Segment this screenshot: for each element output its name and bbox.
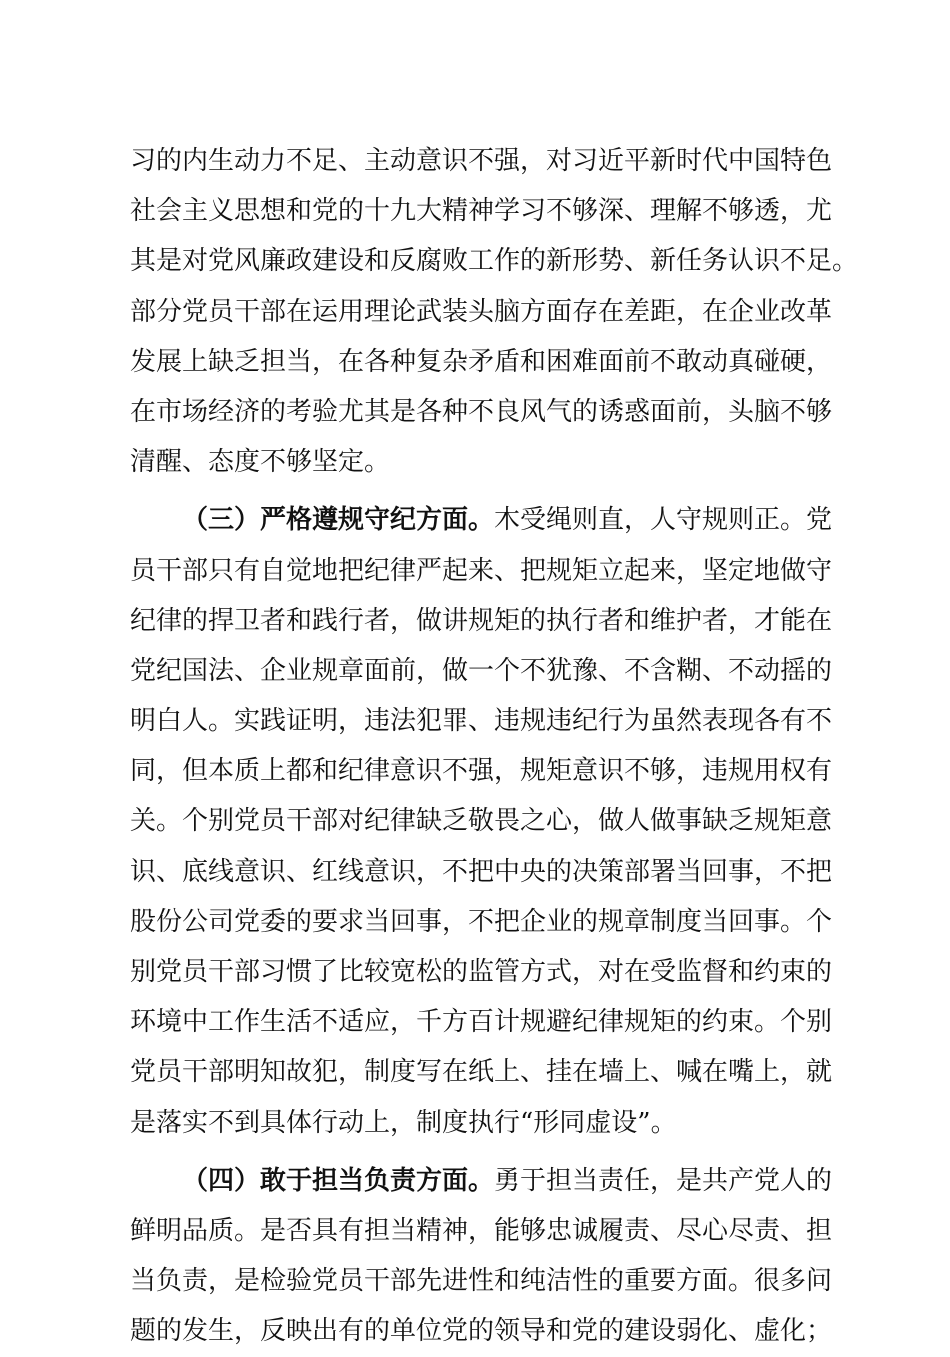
text-line: 同，但本质上都和纪律意识不强，规矩意识不够，违规用权有 xyxy=(130,756,833,787)
paragraph-1 xyxy=(130,136,859,487)
text-line: 明白人。实践证明，违法犯罪、违规违纪行为虽然表现各有不 xyxy=(130,706,833,737)
text-line xyxy=(130,495,833,545)
text-line: 员干部只有自觉地把纪律严起来、把规矩立起来，坚定地做守 xyxy=(130,555,833,586)
text-line: 其是对党风廉政建设和反腐败工作的新形势、新任务认识不足。 xyxy=(130,246,859,277)
text-line: 别党员干部习惯了比较宽松的监管方式，对在受监督和约束的 xyxy=(130,957,833,987)
paragraph-2 xyxy=(130,495,833,1147)
text-line: 发展上缺乏担当，在各种复杂矛盾和困难面前不敢动真碰硬， xyxy=(130,346,833,377)
text-line: 环境中工作生活不适应，千方百计规避纪律规矩的约束。个别 xyxy=(130,1007,833,1038)
text-line: 题的发生，反映出有的单位党的领导和党的建设弱化、虚化； xyxy=(130,1316,833,1347)
text-line xyxy=(130,1156,833,1206)
text-line: 党员干部明知故犯，制度写在纸上、挂在墙上、喊在嘴上，就 xyxy=(130,1057,833,1088)
body-text xyxy=(130,136,859,1357)
text-line: 社会主义思想和党的十九大精神学习不够深、理解不够透，尤 xyxy=(130,196,833,227)
text-run: 勇于担当责任，是共产党人的 xyxy=(494,1165,833,1196)
text-line: 鲜明品质。是否具有担当精神，能够忠诚履责、尽心尽责、担 xyxy=(130,1215,833,1246)
text-line: 部分党员干部在运用理论武装头脑方面存在差距，在企业改革 xyxy=(130,296,833,327)
text-line: 纪律的捍卫者和践行者，做讲规矩的执行者和维护者，才能在 xyxy=(130,605,833,636)
text-run: 木受绳则直，人守规则正。党 xyxy=(494,505,833,536)
text-line: 当负责，是检验党员干部先进性和纯洁性的重要方面。很多问 xyxy=(130,1266,833,1297)
paragraph-3 xyxy=(130,1156,833,1357)
text-line: 党纪国法、企业规章面前，做一个不犹豫、不含糊、不动摇的 xyxy=(130,655,833,686)
text-line: 是落实不到具体行动上，制度执行“形同虚设”。 xyxy=(130,1107,677,1138)
section-heading: （四）敢于担当负责方面。 xyxy=(182,1165,495,1196)
text-line: 识、底线意识、红线意识，不把中央的决策部署当回事，不把 xyxy=(130,856,833,887)
text-line: 清醒、态度不够坚定。 xyxy=(130,447,391,478)
text-line: 习的内生动力不足、主动意识不强，对习近平新时代中国特色 xyxy=(130,146,833,176)
text-line: 在市场经济的考验尤其是各种不良风气的诱惑面前，头脑不够 xyxy=(130,396,833,427)
text-line: 关。个别党员干部对纪律缺乏敬畏之心，做人做事缺乏规矩意 xyxy=(130,806,833,837)
section-heading: （三）严格遵规守纪方面。 xyxy=(182,505,495,536)
text-line: 股份公司党委的要求当回事，不把企业的规章制度当回事。个 xyxy=(130,906,833,937)
